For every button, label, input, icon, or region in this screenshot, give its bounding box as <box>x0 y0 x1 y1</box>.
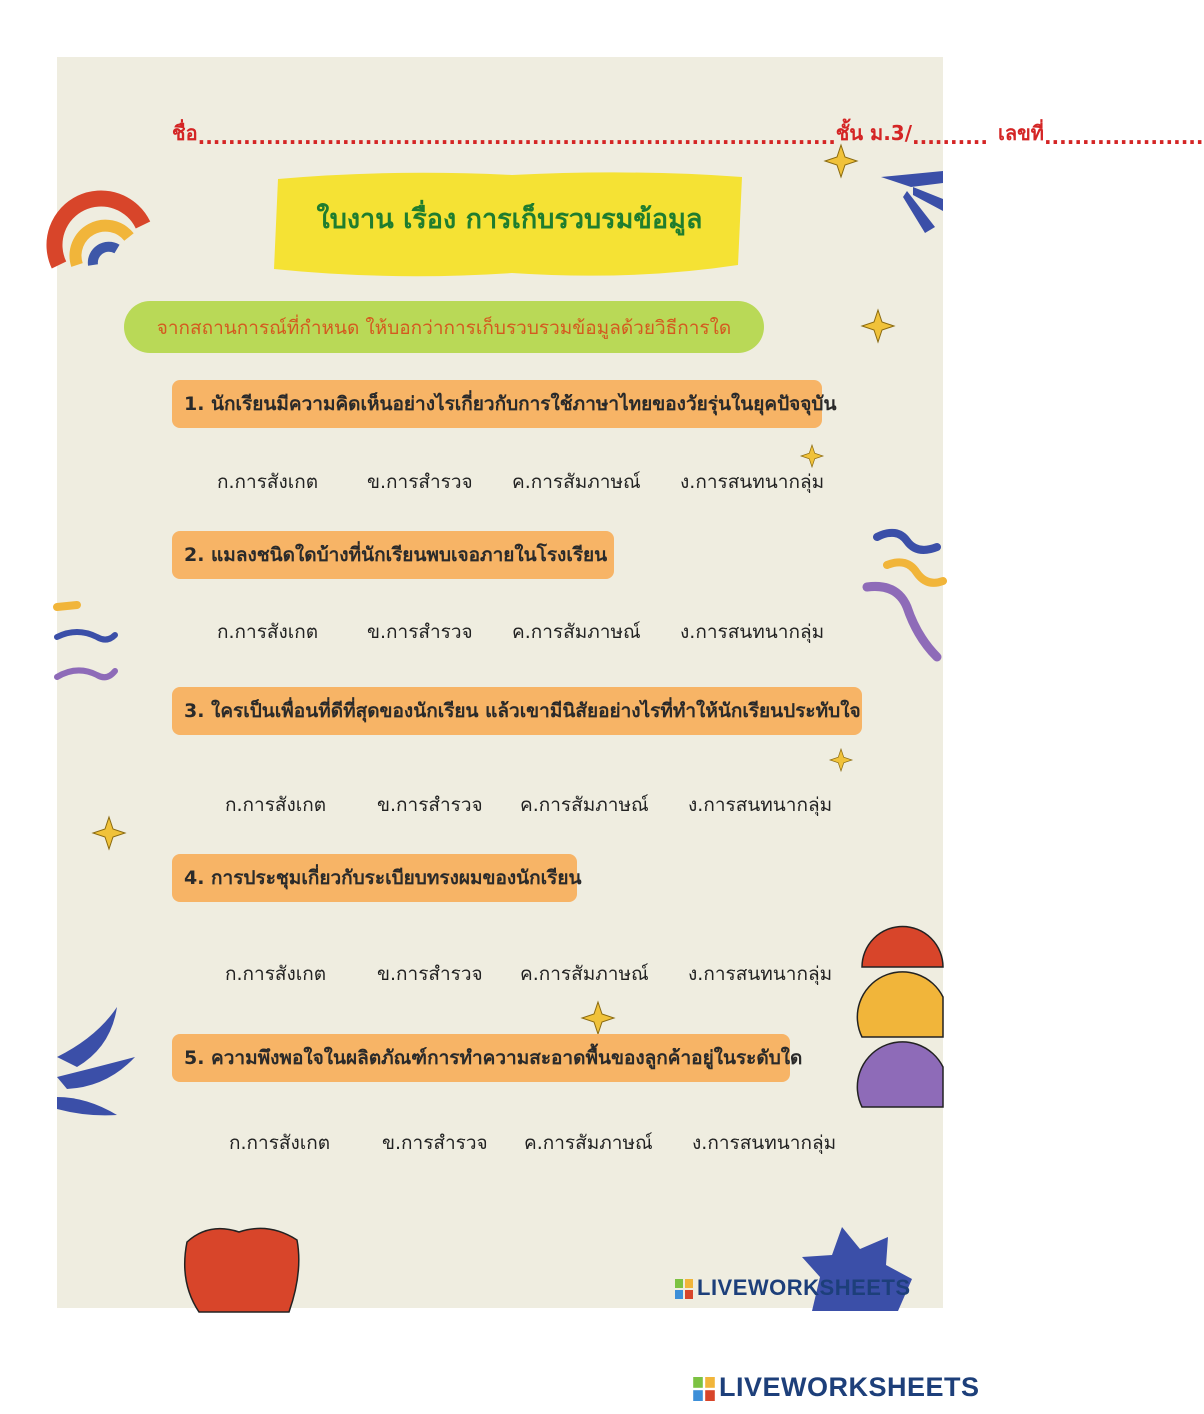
watermark-text: LIVEWORKSHEETS <box>697 1275 911 1300</box>
blob-decoration <box>179 1222 304 1312</box>
question-text: 5. ความพึงพอใจในผลิตภัณฑ์การทำความสะอาดพื้นของลูกค้าอยู่ในระดับใด <box>184 1047 803 1069</box>
option-a[interactable]: ก.การสังเกต <box>225 963 327 985</box>
watermark-text: LIVEWORKSHEETS <box>719 1372 980 1402</box>
leaf-decoration <box>57 997 137 1117</box>
option-b[interactable]: ข.การสำรวจ <box>367 471 473 493</box>
options-row <box>225 959 845 991</box>
question-box <box>172 531 614 579</box>
leaf-decoration <box>877 167 943 247</box>
liveworksheets-logo-icon <box>675 1279 693 1299</box>
question-box <box>172 380 837 428</box>
option-c[interactable]: ค.การสัมภาษณ์ <box>524 1132 653 1154</box>
option-c[interactable]: ค.การสัมภาษณ์ <box>520 963 649 985</box>
name-label: ชื่อ <box>172 121 198 145</box>
option-a[interactable]: ก.การสังเกต <box>217 621 319 643</box>
sparkle-icon <box>93 817 125 849</box>
semicircle-stack-decoration <box>862 927 943 1117</box>
option-c[interactable]: ค.การสัมภาษณ์ <box>512 621 641 643</box>
option-b[interactable]: ข.การสำรวจ <box>382 1132 488 1154</box>
option-d[interactable]: ง.การสนทนากลุ่ม <box>680 471 825 493</box>
squiggle-decoration <box>57 597 117 697</box>
squiggle-decoration <box>857 527 943 697</box>
option-a[interactable]: ก.การสังเกต <box>229 1132 331 1154</box>
question-box <box>172 854 582 902</box>
option-b[interactable]: ข.การสำรวจ <box>377 963 483 985</box>
sparkle-icon <box>825 145 857 177</box>
question-text: 2. แมลงชนิดใดบ้างที่นักเรียนพบเจอภายในโรงเรียน <box>184 544 608 566</box>
question-box <box>172 1034 803 1082</box>
sparkle-icon <box>582 1002 614 1034</box>
option-d[interactable]: ง.การสนทนากลุ่ม <box>688 794 833 816</box>
page-title: ใบงาน เรื่อง การเก็บรวบรมข้อมูล <box>316 204 703 235</box>
worksheet-page <box>57 57 1204 1308</box>
sparkle-icon <box>862 310 894 342</box>
watermark-outer <box>693 1372 980 1403</box>
option-d[interactable]: ง.การสนทนากลุ่ม <box>692 1132 837 1154</box>
option-c[interactable]: ค.การสัมภาษณ์ <box>520 794 649 816</box>
option-d[interactable]: ง.การสนทนากลุ่ม <box>680 621 825 643</box>
option-c[interactable]: ค.การสัมภาษณ์ <box>512 471 641 493</box>
question-text: 4. การประชุมเกี่ยวกับระเบียบทรงผมของนักเรียน <box>184 867 582 889</box>
question-text: 3. ใครเป็นเพื่อนที่ดีที่สุดของนักเรียน แล้วเขามีนิสัยอย่างไรที่ทำให้นักเรียนประทับใจ <box>184 700 861 722</box>
option-d[interactable]: ง.การสนทนากลุ่ม <box>688 963 833 985</box>
class-field[interactable]: .......... <box>912 125 988 149</box>
class-label: ชั้น ม.3/ <box>835 121 913 145</box>
rainbow-decoration <box>57 175 147 265</box>
option-a[interactable]: ก.การสังเกต <box>217 471 319 493</box>
number-field[interactable]: ..................... <box>1043 125 1204 149</box>
sparkle-icon <box>801 445 823 467</box>
question-box <box>172 687 862 735</box>
options-row <box>217 617 837 649</box>
liveworksheets-logo-icon <box>693 1377 715 1401</box>
watermark-inner <box>675 1275 911 1301</box>
options-row <box>225 790 845 822</box>
option-a[interactable]: ก.การสังเกต <box>225 794 327 816</box>
instruction-text: จากสถานการณ์ที่กำหนด ให้บอกว่าการเก็บรวบรวมข้อมูลด้วยวิธีการใด <box>156 317 732 339</box>
name-field[interactable]: .................................................................................... <box>197 125 836 149</box>
options-row <box>229 1128 849 1160</box>
option-b[interactable]: ข.การสำรวจ <box>377 794 483 816</box>
sparkle-icon <box>830 749 852 771</box>
number-label: เลขที่ <box>998 121 1044 145</box>
options-row <box>217 467 837 499</box>
student-info-line <box>172 117 1204 149</box>
option-b[interactable]: ข.การสำรวจ <box>367 621 473 643</box>
question-text: 1. นักเรียนมีความคิดเห็นอย่างไรเกี่ยวกับการใช้ภาษาไทยของวัยรุ่นในยุคปัจจุบัน <box>184 393 837 415</box>
